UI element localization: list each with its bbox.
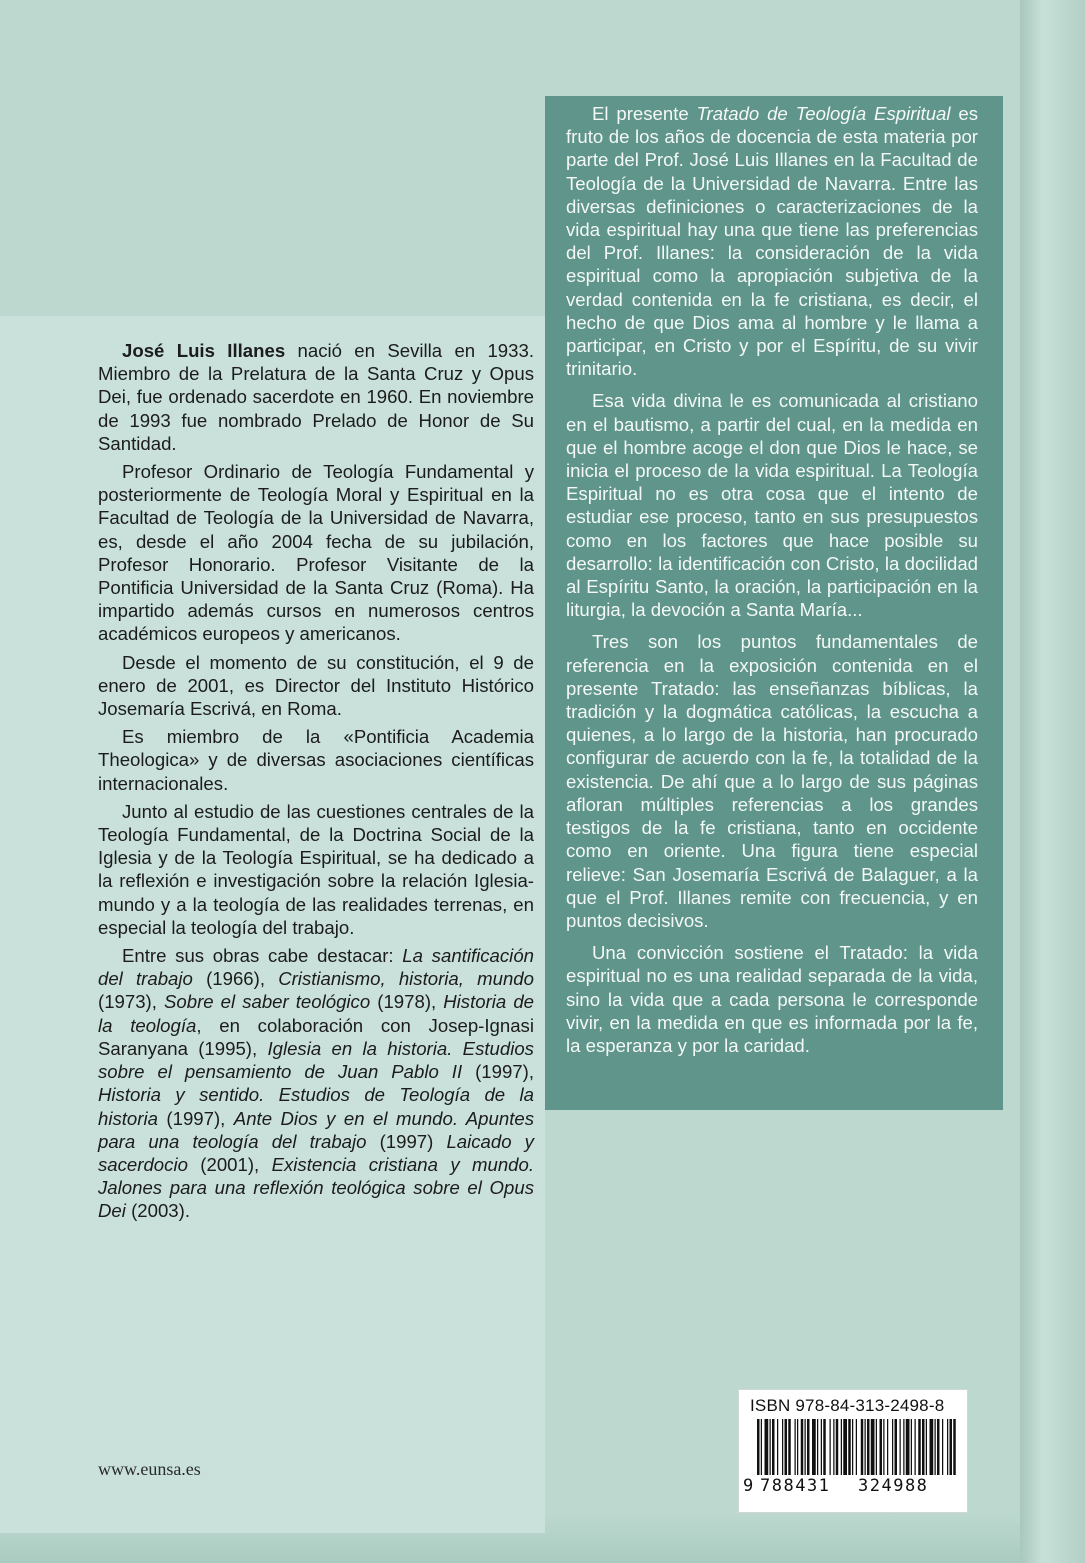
- barcode-bar: [906, 1419, 910, 1475]
- barcode-bar: [892, 1419, 893, 1475]
- author-name: José Luis Illanes: [122, 340, 286, 361]
- barcode-bar: [765, 1419, 769, 1475]
- bio-paragraph-3: Desde el momento de su constitución, el 9 de enero de 2001, es Director del Instituto Histórico Josemaría Escrivá, en Roma.: [98, 651, 534, 720]
- barcode-bar: [947, 1419, 948, 1475]
- barcode-bar: [915, 1419, 916, 1475]
- work-year: (1978),: [370, 991, 444, 1013]
- synopsis-p1-intro: El presente: [592, 103, 697, 124]
- work-title: Iglesia en la historia. Estudios sobre el pensamiento de Juan Pablo II: [98, 1037, 534, 1083]
- barcode-bar: [926, 1419, 927, 1475]
- barcode-bar: [871, 1419, 875, 1475]
- synopsis-book-title: Tratado de Teología Espiritual: [696, 103, 951, 124]
- barcode-bars: [743, 1419, 961, 1479]
- barcode-bar: [900, 1419, 901, 1475]
- barcode-bar: [911, 1419, 912, 1475]
- barcode-bar: [848, 1419, 851, 1475]
- barcode-bar: [883, 1419, 884, 1475]
- work-year: (1997): [366, 1130, 447, 1152]
- barcode-bar: [788, 1419, 791, 1475]
- barcode-bar: [782, 1419, 783, 1475]
- bio-paragraph-5: Junto al estudio de las cuestiones centrales de la Teología Fundamental, de la Doctrina Social de la Iglesia y de la Teología Espiritual, se ha dedicado a la reflexión e investigación sobre la relación Iglesia-mundo y a la teología de las realidades terrenas, en especial la teología del trabajo.: [98, 800, 534, 938]
- barcode-bar: [761, 1419, 762, 1475]
- work-year: (1997),: [157, 1107, 234, 1129]
- work-title: Existencia cristiana y mundo. Jalones para una reflexión teológica sobre el Opus Dei: [98, 1153, 535, 1222]
- barcode-bar: [757, 1419, 760, 1475]
- barcode-digit-group-1: 788431: [760, 1476, 831, 1496]
- work-title: Sobre el saber teológico: [163, 991, 371, 1013]
- barcode-digit-first: 9: [743, 1476, 754, 1496]
- work-year: (2003).: [125, 1200, 190, 1222]
- barcode-bar: [930, 1419, 934, 1475]
- bio-paragraph-4: Es miembro de la «Pontificia Academia Theologica» y de diversas asociaciones científicas internacionales.: [98, 726, 534, 794]
- barcode-bar: [935, 1419, 936, 1475]
- isbn-text: ISBN 978-84-313-2498-8: [750, 1396, 945, 1415]
- synopsis-paragraph-2: Esa vida divina le es comunicada al cristiano en el bautismo, a partir del cual, en la medida en que el hombre acoge el don que Dios le hace, se inicia el proceso de la vida espiritual. La Teología Espiritual no es otra cosa que el intento de estudiar ese proceso, tanto en sus presupuestos como en los factores que hace posible su desarrollo: la identificación con Cristo, la docilidad al Espíritu Santo, la oración, la participación en la liturgia, la devoción a Santa María...: [566, 390, 978, 621]
- barcode-bar: [833, 1419, 834, 1475]
- barcode-bar: [772, 1419, 775, 1475]
- barcode-bar: [785, 1419, 788, 1475]
- barcode-bar: [801, 1419, 804, 1475]
- barcode-bar: [887, 1419, 888, 1475]
- barcode-bar: [821, 1419, 822, 1475]
- work-year: (1997),: [462, 1061, 534, 1083]
- works-intro: Entre sus obras cabe destacar:: [122, 945, 403, 967]
- barcode-bar: [880, 1419, 883, 1475]
- barcode-digit-group-2: 324988: [858, 1476, 929, 1496]
- barcode-bar: [922, 1419, 925, 1475]
- barcode-bar: [795, 1419, 796, 1475]
- work-title: Historia y sentido. Estudios de Teología de la historia: [98, 1084, 534, 1129]
- barcode-bar: [807, 1419, 810, 1475]
- barcode-bar: [861, 1419, 864, 1475]
- work-title: Laicado y sacerdocio: [98, 1130, 534, 1175]
- work-year: , en colaboración con Josep-Ignasi Saranyana (1995),: [98, 1014, 534, 1059]
- barcode-bar: [823, 1419, 826, 1475]
- bio-paragraph-2: Profesor Ordinario de Teología Fundamental y posteriormente de Teología Moral y Espiritual en la Facultad de Teología de la Universidad de Navarra, es, desde el año 2004 fecha de su jubilación, Profesor Honorario. Profesor Visitante de la Pontificia Universidad de la Santa Cruz (Roma). Ha impartido además cursos en numerosos centros académicos europeos y americanos.: [98, 461, 534, 645]
- bio-paragraph-1: [98, 339, 534, 455]
- work-title: Historia de la teología: [98, 991, 535, 1036]
- barcode-bar: [841, 1419, 842, 1475]
- barcode-bar: [770, 1419, 771, 1475]
- barcode-bar: [876, 1419, 877, 1475]
- synopsis-p1-body: es fruto de los años de docencia de esta materia por parte del Prof. José Luis Illanes en la Facultad de Teología de la Universidad de Navarra. Entre las diversas definiciones o caracterizaciones de la vida espiritual hay una que tiene las preferencias del Prof. Illanes: la consideración de la vida espiritual como la apropiación subjetiva de la verdad contenida en la fe cristiana, es decir, el hecho de que Dios ama al hombre y le llama a participar, en Cristo y por el Espíritu, de su vivir trinitario.: [566, 103, 978, 380]
- bio-p1-body: nació en Sevilla en 1933. Miembro de la Prelatura de la Santa Cruz y Opus Dei, fue ordenado sacerdote en 1960. En noviembre de 1993 fue nombrado Prelado de Honor de Su Santidad.: [98, 340, 534, 454]
- barcode-bar: [937, 1419, 940, 1475]
- synopsis-text: [566, 102, 978, 1066]
- barcode-bar: [777, 1419, 778, 1475]
- barcode-bar: [852, 1419, 853, 1475]
- barcode-bar: [812, 1419, 816, 1475]
- work-year: (1973),: [98, 991, 164, 1013]
- barcode-bar: [895, 1419, 898, 1475]
- barcode-bar: [950, 1419, 953, 1475]
- work-title: Ante Dios y en el mundo. Apuntes para una teología del trabajo: [98, 1107, 535, 1152]
- barcode-bar: [817, 1419, 818, 1475]
- barcode-bar: [903, 1419, 904, 1475]
- barcode-bar: [942, 1419, 943, 1475]
- work-year: (2001),: [187, 1153, 272, 1175]
- barcode-bar: [830, 1419, 831, 1475]
- synopsis-paragraph-3: Tres son los puntos fundamentales de referencia en la exposición contenida en el presente Tratado: las enseñanzas bíblicas, la tradición y la dogmática católicas, la escucha a quienes, a lo largo de la historia, han procurado configurar de acuerdo con la fe, la totalidad de la existencia. De ahí que a lo largo de sus páginas afloran múltiples referencias a los grandes testigos de la fe cristiana, tanto en occidente como en oriente. Una figura tiene especial relieve: San Josemaría Escrivá de Balaguer, a la que el Prof. Illanes remite con frecuencia, y en puntos decisivos.: [566, 631, 978, 931]
- bio-works-paragraph: [98, 944, 534, 1222]
- barcode-bar: [797, 1419, 798, 1475]
- work-title: Cristianismo, historia, mundo: [278, 968, 534, 990]
- work-year: (1966),: [192, 968, 279, 990]
- synopsis-paragraph-4: Una convicción sostiene el Tratado: la vida espiritual no es una realidad separada de la vida, sino la vida que a cada persona le corresponde vivir, en la medida en que es informada por la fe, la esperanza y por la caridad.: [566, 942, 978, 1056]
- barcode-bar: [856, 1419, 857, 1475]
- barcode-bar: [843, 1419, 847, 1475]
- publisher-url: www.eunsa.es: [98, 1459, 201, 1479]
- author-biography: [98, 339, 534, 1228]
- barcode-bar: [867, 1419, 870, 1475]
- book-spine-edge: [1020, 0, 1085, 1563]
- work-title: La santificación del trabajo: [98, 945, 534, 990]
- barcode-bar: [918, 1419, 921, 1475]
- barcode-bar: [953, 1419, 956, 1475]
- barcode-bar: [805, 1419, 806, 1475]
- barcode-bar: [865, 1419, 866, 1475]
- barcode-bar: [836, 1419, 839, 1475]
- synopsis-paragraph-1: [566, 102, 978, 380]
